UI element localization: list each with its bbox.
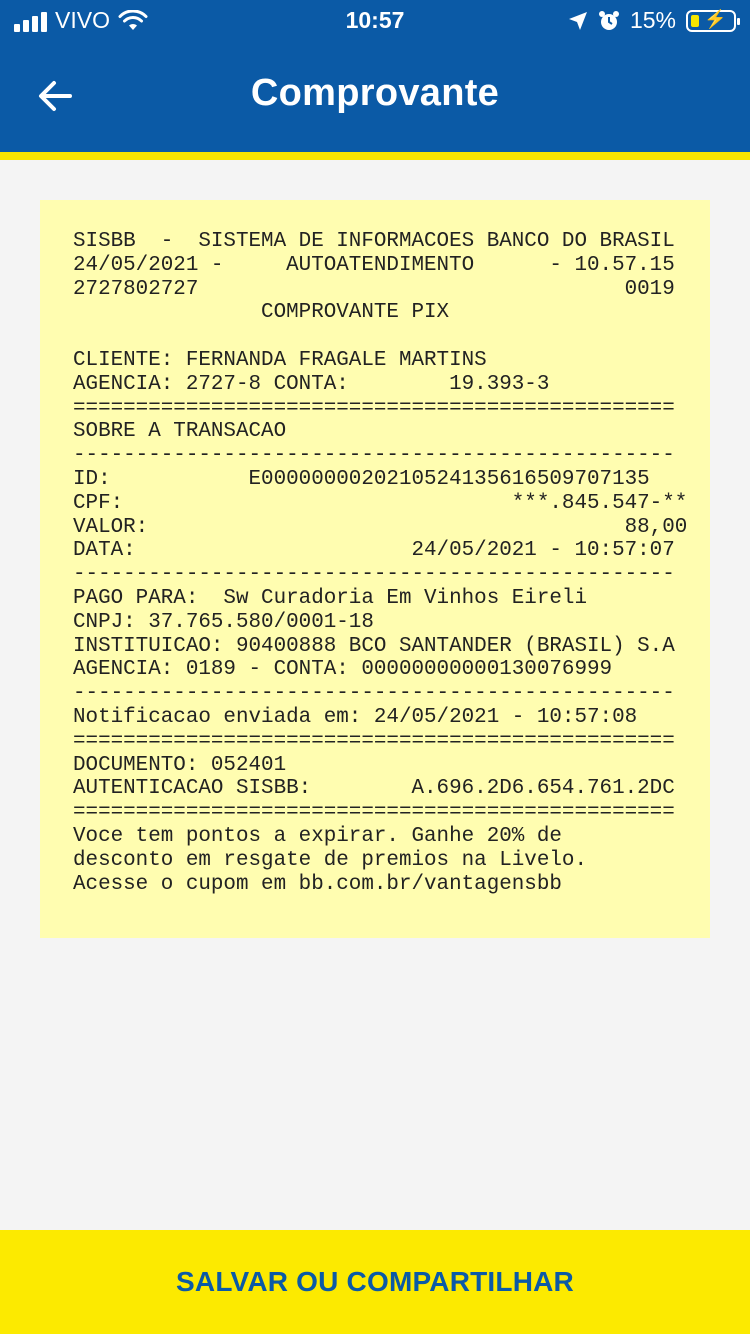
clock: 10:57 xyxy=(345,7,405,33)
status-bar xyxy=(0,0,750,42)
receipt-line: COMPROVANTE PIX xyxy=(73,301,450,325)
receipt-line: AUTENTICACAO SISBB: A.696.2D6.654.761.2DC xyxy=(73,777,675,801)
receipt-line: Voce tem pontos a expirar. Ganhe 20% de xyxy=(73,824,562,848)
alarm-icon xyxy=(598,10,620,32)
receipt-line: 24/05/2021 - AUTOATENDIMENTO - 10.57.15 xyxy=(73,253,675,277)
receipt-line: ------------------------------------------------ xyxy=(73,444,675,468)
receipt-line: ------------------------------------------------ xyxy=(73,682,675,706)
receipt-line: ID: E0000000020210524135616509707135 xyxy=(73,467,650,491)
receipt-line: 2727802727 0019 xyxy=(73,277,675,301)
receipt-line: ================================================ xyxy=(73,396,675,420)
receipt-line: AGENCIA: 2727-8 CONTA: 19.393-3 xyxy=(73,372,550,396)
page-title: Comprovante xyxy=(250,72,500,114)
receipt-line: AGENCIA: 0189 - CONTA: 00000000000130076999 xyxy=(73,658,613,682)
save-share-button[interactable] xyxy=(0,1230,750,1334)
location-icon xyxy=(568,11,588,31)
save-share-label: SALVAR OU COMPARTILHAR xyxy=(176,1266,574,1297)
receipt-line: SOBRE A TRANSACAO xyxy=(73,420,287,444)
receipt-line: desconto em resgate de premios na Livelo. xyxy=(73,848,587,872)
receipt-line: Acesse o cupom em bb.com.br/vantagensbb xyxy=(73,872,562,896)
receipt-line: ------------------------------------------------ xyxy=(73,563,675,587)
receipt-line: ================================================ xyxy=(73,729,675,753)
receipt-line: SISBB - SISTEMA DE INFORMACOES BANCO DO BRASIL xyxy=(73,230,675,253)
receipt-text xyxy=(73,230,710,896)
receipt-line: DATA: 24/05/2021 - 10:57:07 xyxy=(73,539,675,563)
receipt-line: PAGO PARA: Sw Curadoria Em Vinhos Eireli xyxy=(73,586,587,610)
header xyxy=(0,42,750,152)
receipt-line: ================================================ xyxy=(73,801,675,825)
receipt xyxy=(40,200,710,938)
receipt-line: CNPJ: 37.765.580/0001-18 xyxy=(73,610,374,634)
battery-icon: ⚡ xyxy=(686,10,736,32)
receipt-line: CPF: ***.845.547-** xyxy=(73,491,688,515)
receipt-line: VALOR: 88,00 xyxy=(73,515,688,539)
receipt-line: CLIENTE: FERNANDA FRAGALE MARTINS xyxy=(73,348,487,372)
header-divider xyxy=(0,152,750,160)
receipt-line: DOCUMENTO: 052401 xyxy=(73,753,287,777)
receipt-line: INSTITUICAO: 90400888 BCO SANTANDER (BRASIL) S.A xyxy=(73,634,675,658)
receipt-line: Notificacao enviada em: 24/05/2021 - 10:57:08 xyxy=(73,705,638,729)
status-right xyxy=(568,7,736,34)
carrier-label: VIVO xyxy=(55,7,110,33)
battery-percent: 15% xyxy=(629,7,676,33)
